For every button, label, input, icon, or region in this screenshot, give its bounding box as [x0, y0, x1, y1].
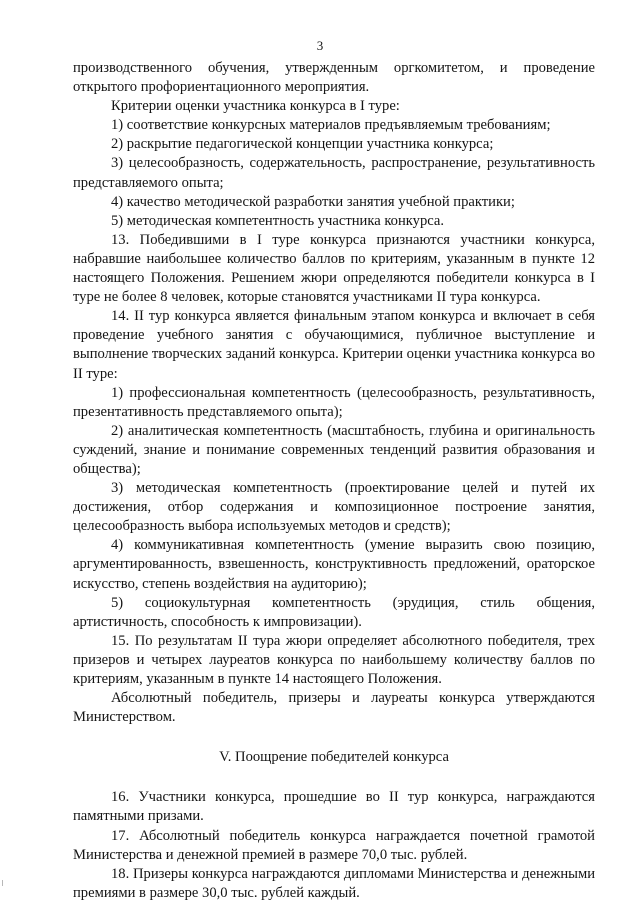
clause-13: 13. Победившими в I туре конкурса признаются участники конкурса, набравшие наибольшее количество баллов по критериям, указанным в пункте 12 настоящего Положения. Решением жюри определяются победители конкурса в I туре не более 8 человек, которые становятся участниками II тура конкурса. [73, 231, 595, 306]
document-body [73, 59, 595, 903]
lead-in-paragraph: производственного обучения, утвержденным оргкомитетом, и проведение открытого профориентационного мероприятия. [73, 60, 595, 96]
clause-18: 18. Призеры конкурса награждаются дипломами Министерства и денежными премиями в размере 30,0 тыс. рублей каждый. [73, 865, 595, 901]
criteria-round1-item: 3) целесообразность, содержательность, распространение, результативность представляемого опыта; [73, 155, 595, 191]
clause-17: 17. Абсолютный победитель конкурса награждается почетной грамотой Министерства и денежной премией в размере 70,0 тыс. рублей. [73, 827, 595, 863]
page-number: 3 [316, 38, 324, 53]
criteria-round1-item: 4) качество методической разработки занятия учебной практики; [111, 193, 515, 210]
clause-16: 16. Участники конкурса, прошедшие во II тур конкурса, награждаются памятными призами. [73, 789, 595, 825]
section-title: V. Поощрение победителей конкурса [219, 749, 449, 766]
criteria-round1-heading: Критерии оценки участника конкурса в I туре: [111, 98, 400, 115]
approval-note: Абсолютный победитель, призеры и лауреаты конкурса утверждаются Министерством. [73, 690, 595, 726]
criteria-round2-item: 4) коммуникативная компетентность (умение выразить свою позицию, аргументированность, взвешенность, конструктивность предложений, ораторское искусство, степень воздействия на аудиторию); [73, 537, 595, 592]
criteria-round2-item: 2) аналитическая компетентность (масштабность, глубина и оригинальность суждений, знание и понимание современных тенденций развития образования и общества); [73, 422, 595, 477]
clause-15: 15. По результатам II тура жюри определяет абсолютного победителя, трех призеров и четырех лауреатов конкурса по наибольшему количеству баллов по критериям, указанным в пункте 14 настоящего Положения. [73, 632, 595, 687]
clause-14: 14. II тур конкурса является финальным этапом конкурса и включает в себя проведение учебного занятия с обучающимися, публичное выступление и выполнение творческих заданий конкурса. Критерии оценки участника конкурса во II туре: [73, 308, 596, 382]
criteria-round2-item: 5) социокультурная компетентность (эрудиция, стиль общения, артистичность, способность к импровизации). [73, 594, 595, 630]
criteria-round1-item: 5) методическая компетентность участника конкурса. [111, 212, 445, 229]
scan-artifact [2, 880, 3, 886]
criteria-round1-item: 1) соответствие конкурсных материалов предъявляемым требованиям; [111, 117, 551, 134]
criteria-round2-item: 1) профессиональная компетентность (целесообразность, результативность, презентативность представляемого опыта); [73, 384, 595, 420]
criteria-round2-item: 3) методическая компетентность (проектирование целей и путей их достижения, отбор содержания и композиционное построение занятия, целесообразность выбора используемых методов и средств); [73, 480, 595, 535]
criteria-round1-item: 2) раскрытие педагогической концепции участника конкурса; [111, 136, 494, 153]
